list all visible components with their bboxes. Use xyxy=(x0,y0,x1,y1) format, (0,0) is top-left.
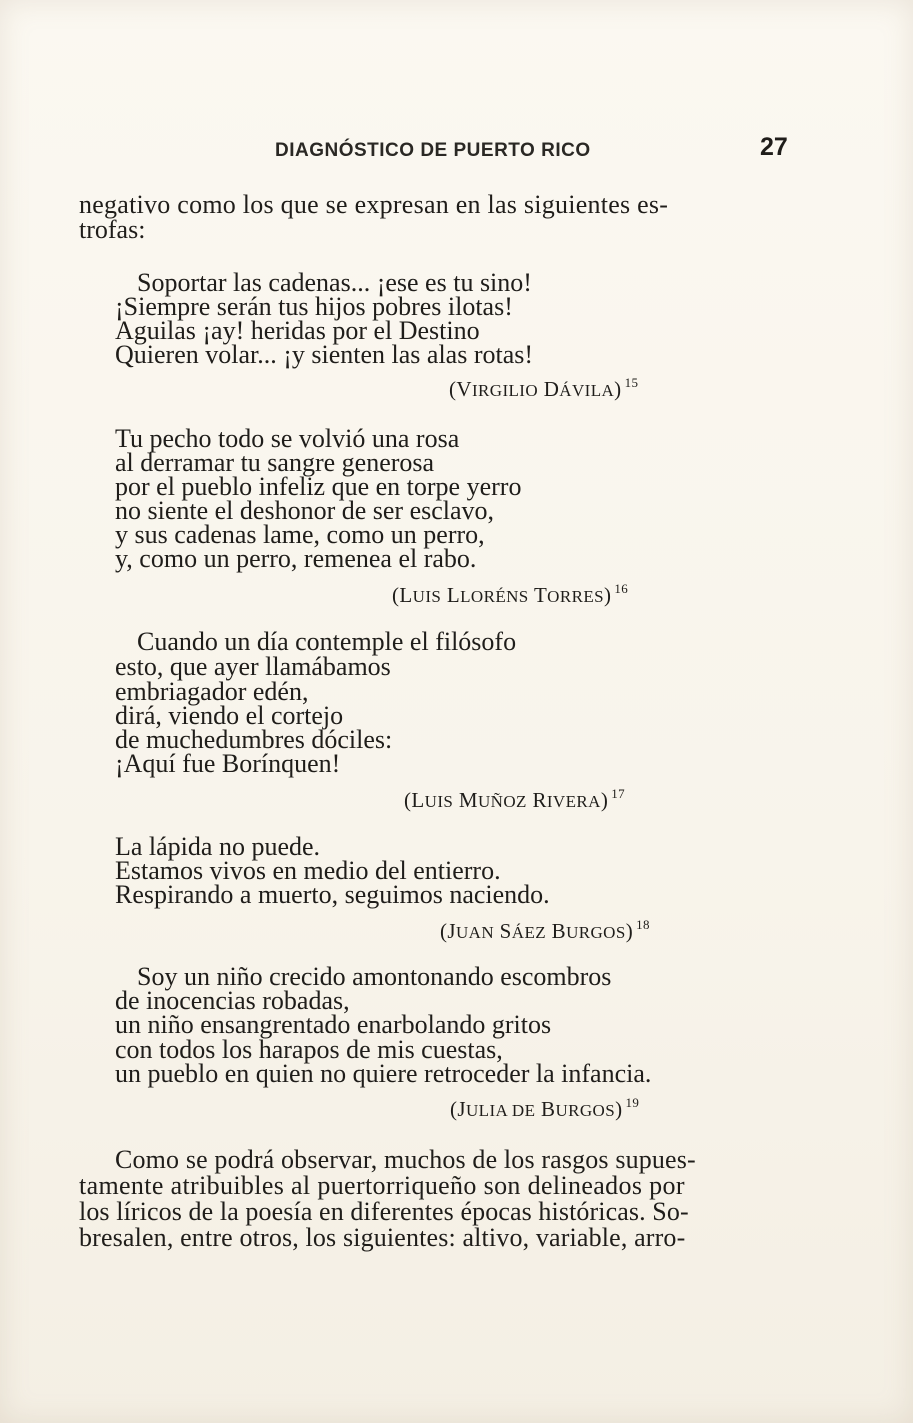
closing-line-1: Como se podrá observar, muchos de los rasgos supues- xyxy=(115,1145,696,1174)
intro-line-2: trofas: xyxy=(79,215,146,244)
poem-5-line-5: un pueblo en quien no quiere retroceder la infancia. xyxy=(115,1059,652,1088)
intro-line-1: negativo como los que se expresan en las siguientes es- xyxy=(79,190,669,219)
footnote-ref-15: 15 xyxy=(624,375,639,390)
poem-2-line-2: al derramar tu sangre generosa xyxy=(115,448,435,477)
poem-3-line-1: Cuando un día contemple el filósofo xyxy=(137,627,517,656)
poem-4-line-2: Estamos vivos en medio del entierro. xyxy=(115,856,501,885)
poem-5-line-4: con todos los harapos de mis cuestas, xyxy=(115,1035,503,1064)
poem-4-line-1: La lápida no puede. xyxy=(115,832,321,861)
footnote-ref-17: 17 xyxy=(611,786,626,801)
poem-2-line-3: por el pueblo infeliz que en torpe yerro xyxy=(115,472,522,501)
poem-5-line-3: un niño ensangrentado enarbolando gritos xyxy=(115,1010,552,1039)
poem-3-line-5: de muchedumbres dóciles: xyxy=(115,725,393,754)
poem-3-line-6: ¡Aquí fue Borínquen! xyxy=(115,749,341,778)
poem-4-line-3: Respirando a muerto, seguimos naciendo. xyxy=(115,880,550,909)
closing-line-4: bresalen, entre otros, los siguientes: altivo, variable, arro- xyxy=(79,1223,686,1252)
poem-2-attribution: (LUIS LLORÉNS TORRES) $^{16}$ xyxy=(392,581,629,607)
poem-5-line-1: Soy un niño crecido amontonando escombros xyxy=(137,962,612,991)
running-head xyxy=(0,133,913,166)
page-number: 27 xyxy=(760,133,788,161)
closing-line-3: los líricos de la poesía en diferentes épocas históricas. So- xyxy=(79,1197,689,1226)
poem-3-line-4: dirá, viendo el cortejo xyxy=(115,701,344,730)
poem-2-line-5: y sus cadenas lame, como un perro, xyxy=(115,520,485,549)
poem-4-attribution: (JUAN SÁEZ BURGOS) $^{18}$ xyxy=(440,917,650,943)
poem-3-attribution: (LUIS MUÑOZ RIVERA) $^{17}$ xyxy=(404,786,626,812)
footnote-ref-19: 19 xyxy=(625,1095,640,1110)
poem-2-line-4: no siente el deshonor de ser esclavo, xyxy=(115,496,495,525)
running-head-title: DIAGNÓSTICO DE PUERTO RICO xyxy=(275,140,591,161)
poem-5-attribution: (JULIA DE BURGOS) $^{19}$ xyxy=(450,1095,640,1121)
poem-1-line-2: ¡Siempre serán tus hijos pobres ilotas! xyxy=(115,292,513,321)
poem-2-line-6: y, como un perro, remenea el rabo. xyxy=(115,544,477,573)
closing-line-2: tamente atribuibles al puertorriqueño son delineados por xyxy=(79,1171,685,1200)
poem-3-line-3: embriagador edén, xyxy=(115,677,309,706)
poem-2-line-1: Tu pecho todo se volvió una rosa xyxy=(115,424,460,453)
poem-5-line-2: de inocencias robadas, xyxy=(115,986,350,1015)
poem-3-line-2: esto, que ayer llamábamos xyxy=(115,652,391,681)
poem-1-line-1: Soportar las cadenas... ¡ese es tu sino! xyxy=(137,268,532,297)
poem-1-line-3: Aguilas ¡ay! heridas por el Destino xyxy=(115,316,480,345)
poem-1-attribution: (VIRGILIO DÁVILA) $^{15}$ xyxy=(449,375,639,401)
poem-1-line-4: Quieren volar... ¡y sienten las alas rotas! xyxy=(115,340,534,369)
footnote-ref-16: 16 xyxy=(614,581,629,596)
footnote-ref-18: 18 xyxy=(636,917,650,932)
